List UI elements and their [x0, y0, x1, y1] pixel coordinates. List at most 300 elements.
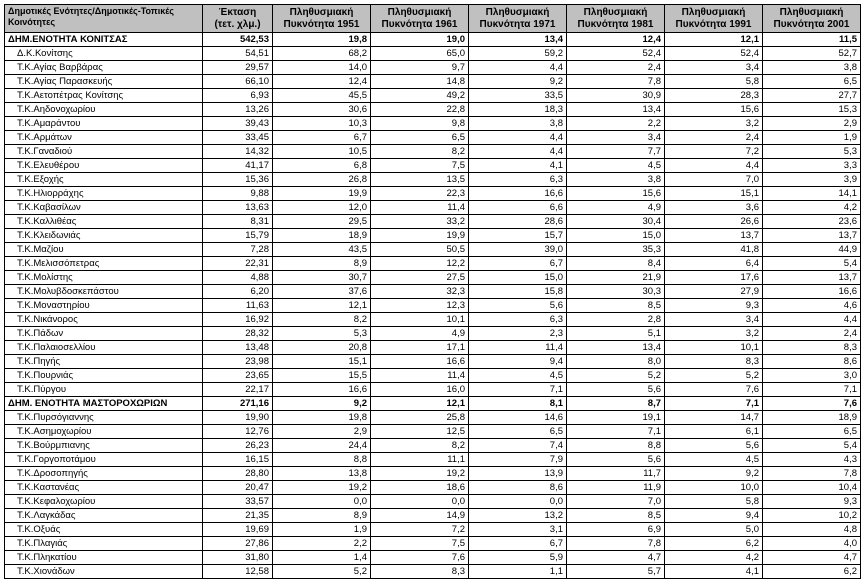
density-1981-cell: 30,3 — [567, 285, 665, 299]
density-2001-cell: 13,7 — [763, 229, 861, 243]
density-1971-cell: 6,3 — [469, 313, 567, 327]
density-2001-cell: 4,6 — [763, 299, 861, 313]
community-name-cell: Τ.Κ.Μελισσόπετρας — [5, 257, 203, 271]
density-1951-cell: 12,1 — [273, 299, 371, 313]
density-1961-cell: 8,3 — [371, 565, 469, 579]
table-row — [5, 75, 861, 89]
density-1981-cell: 12,4 — [567, 33, 665, 47]
density-1961-cell: 16,6 — [371, 355, 469, 369]
density-1991-cell: 27,9 — [665, 285, 763, 299]
density-1981-cell: 19,1 — [567, 411, 665, 425]
density-1961-cell: 27,5 — [371, 271, 469, 285]
density-2001-cell: 3,0 — [763, 369, 861, 383]
community-name-cell: Τ.Κ.Αγίας Βαρβάρας — [5, 61, 203, 75]
density-1991-cell: 7,1 — [665, 397, 763, 411]
density-1981-cell: 13,4 — [567, 341, 665, 355]
community-name-cell: Τ.Κ.Παλαιοσελλίου — [5, 341, 203, 355]
density-2001-cell: 10,2 — [763, 509, 861, 523]
density-1981-cell: 11,9 — [567, 481, 665, 495]
density-1961-cell: 12,5 — [371, 425, 469, 439]
density-1961-cell: 49,2 — [371, 89, 469, 103]
area-cell: 54,51 — [203, 47, 273, 61]
density-1951-cell: 26,8 — [273, 173, 371, 187]
density-1951-cell: 30,6 — [273, 103, 371, 117]
density-2001-cell: 3,9 — [763, 173, 861, 187]
area-cell: 66,10 — [203, 75, 273, 89]
table-row — [5, 201, 861, 215]
table-row — [5, 551, 861, 565]
community-name-cell: Τ.Κ.Γαναδιού — [5, 145, 203, 159]
community-name-cell: Τ.Κ.Οξυάς — [5, 523, 203, 537]
density-1981-cell: 5,2 — [567, 369, 665, 383]
table-row — [5, 369, 861, 383]
community-name-cell: Τ.Κ.Μολίστης — [5, 271, 203, 285]
density-1971-cell: 4,4 — [469, 145, 567, 159]
density-1971-cell: 16,6 — [469, 187, 567, 201]
header-density-1981: Πληθυσμιακή Πυκνότητα 1981 — [567, 5, 665, 33]
density-1991-cell: 28,3 — [665, 89, 763, 103]
density-2001-cell: 5,4 — [763, 257, 861, 271]
density-2001-cell: 52,7 — [763, 47, 861, 61]
table-row — [5, 117, 861, 131]
area-cell: 13,48 — [203, 341, 273, 355]
density-1991-cell: 4,1 — [665, 565, 763, 579]
density-1971-cell: 6,6 — [469, 201, 567, 215]
density-1951-cell: 8,9 — [273, 257, 371, 271]
density-1971-cell: 9,4 — [469, 355, 567, 369]
density-1991-cell: 3,2 — [665, 117, 763, 131]
density-2001-cell: 2,4 — [763, 327, 861, 341]
table-row — [5, 229, 861, 243]
area-cell: 19,69 — [203, 523, 273, 537]
density-2001-cell: 7,6 — [763, 397, 861, 411]
density-1971-cell: 3,1 — [469, 523, 567, 537]
density-1991-cell: 5,8 — [665, 75, 763, 89]
community-name-cell: Τ.Κ.Μολυβδοσκεπάστου — [5, 285, 203, 299]
area-cell: 28,80 — [203, 467, 273, 481]
density-1981-cell: 5,7 — [567, 565, 665, 579]
community-name-cell: Τ.Κ.Καβασίλων — [5, 201, 203, 215]
density-1951-cell: 20,8 — [273, 341, 371, 355]
density-1991-cell: 5,6 — [665, 439, 763, 453]
community-name-cell: Τ.Κ.Ηλιορράχης — [5, 187, 203, 201]
density-2001-cell: 5,4 — [763, 439, 861, 453]
density-1971-cell: 59,2 — [469, 47, 567, 61]
density-1961-cell: 10,1 — [371, 313, 469, 327]
density-1961-cell: 6,5 — [371, 131, 469, 145]
community-name-cell: Τ.Κ.Δροσοπηγής — [5, 467, 203, 481]
table-row — [5, 299, 861, 313]
density-1991-cell: 12,1 — [665, 33, 763, 47]
density-1991-cell: 10,1 — [665, 341, 763, 355]
area-cell: 27,86 — [203, 537, 273, 551]
density-1951-cell: 8,2 — [273, 313, 371, 327]
density-2001-cell: 4,8 — [763, 523, 861, 537]
density-1961-cell: 19,0 — [371, 33, 469, 47]
table-row — [5, 537, 861, 551]
density-1971-cell: 18,3 — [469, 103, 567, 117]
header-density-2001: Πληθυσμιακή Πυκνότητα 2001 — [763, 5, 861, 33]
density-1991-cell: 7,0 — [665, 173, 763, 187]
density-1961-cell: 11,4 — [371, 369, 469, 383]
community-name-cell: Τ.Κ.Πλαγιάς — [5, 537, 203, 551]
density-1971-cell: 15,0 — [469, 271, 567, 285]
density-1981-cell: 2,8 — [567, 313, 665, 327]
density-1971-cell: 4,1 — [469, 159, 567, 173]
density-1971-cell: 15,8 — [469, 285, 567, 299]
community-name-cell: Τ.Κ.Αγίας Παρασκευής — [5, 75, 203, 89]
density-1991-cell: 5,8 — [665, 495, 763, 509]
density-1991-cell: 3,6 — [665, 201, 763, 215]
density-1971-cell: 4,4 — [469, 61, 567, 75]
density-1951-cell: 15,5 — [273, 369, 371, 383]
density-1971-cell: 11,4 — [469, 341, 567, 355]
area-cell: 39,43 — [203, 117, 273, 131]
header-density-1961: Πληθυσμιακή Πυκνότητα 1961 — [371, 5, 469, 33]
municipal-unit-row — [5, 397, 861, 411]
density-1961-cell: 9,8 — [371, 117, 469, 131]
table-row — [5, 187, 861, 201]
community-name-cell: ΔΗΜ.ΕΝΟΤΗΤΑ ΚΟΝΙΤΣΑΣ — [5, 33, 203, 47]
table-row — [5, 61, 861, 75]
density-1961-cell: 0,0 — [371, 495, 469, 509]
density-1991-cell: 9,2 — [665, 467, 763, 481]
density-1961-cell: 14,8 — [371, 75, 469, 89]
density-1961-cell: 25,8 — [371, 411, 469, 425]
density-1951-cell: 13,8 — [273, 467, 371, 481]
area-cell: 31,80 — [203, 551, 273, 565]
density-2001-cell: 8,3 — [763, 341, 861, 355]
density-1991-cell: 3,2 — [665, 327, 763, 341]
density-1981-cell: 35,3 — [567, 243, 665, 257]
density-2001-cell: 23,6 — [763, 215, 861, 229]
density-1991-cell: 15,6 — [665, 103, 763, 117]
area-cell: 6,20 — [203, 285, 273, 299]
density-2001-cell: 27,7 — [763, 89, 861, 103]
density-1981-cell: 7,7 — [567, 145, 665, 159]
density-1961-cell: 8,2 — [371, 439, 469, 453]
density-1991-cell: 3,4 — [665, 61, 763, 75]
area-cell: 13,63 — [203, 201, 273, 215]
density-1981-cell: 15,0 — [567, 229, 665, 243]
density-1971-cell: 15,7 — [469, 229, 567, 243]
table-row — [5, 523, 861, 537]
density-1971-cell: 13,4 — [469, 33, 567, 47]
density-2001-cell: 5,3 — [763, 145, 861, 159]
community-name-cell: Τ.Κ.Πυρσόγιαννης — [5, 411, 203, 425]
density-1971-cell: 9,2 — [469, 75, 567, 89]
community-name-cell: Τ.Κ.Πύργου — [5, 383, 203, 397]
area-cell: 6,93 — [203, 89, 273, 103]
density-1961-cell: 19,2 — [371, 467, 469, 481]
density-1971-cell: 6,7 — [469, 257, 567, 271]
density-1951-cell: 1,9 — [273, 523, 371, 537]
community-name-cell: Τ.Κ.Κλειδωνιάς — [5, 229, 203, 243]
density-1991-cell: 4,5 — [665, 453, 763, 467]
density-1951-cell: 30,7 — [273, 271, 371, 285]
area-cell: 7,28 — [203, 243, 273, 257]
density-1961-cell: 32,3 — [371, 285, 469, 299]
density-1981-cell: 4,5 — [567, 159, 665, 173]
community-name-cell: Τ.Κ.Λαγκάδας — [5, 509, 203, 523]
density-1961-cell: 13,5 — [371, 173, 469, 187]
density-1991-cell: 4,2 — [665, 551, 763, 565]
density-1961-cell: 12,3 — [371, 299, 469, 313]
density-1971-cell: 5,6 — [469, 299, 567, 313]
header-area-names: Δημοτικές Ενότητες/Δημοτικές-Τοπικές Κοινότητες — [5, 5, 203, 33]
density-1961-cell: 22,3 — [371, 187, 469, 201]
density-1991-cell: 13,7 — [665, 229, 763, 243]
density-1951-cell: 15,1 — [273, 355, 371, 369]
density-2001-cell: 18,9 — [763, 411, 861, 425]
density-1981-cell: 2,4 — [567, 61, 665, 75]
density-1971-cell: 4,5 — [469, 369, 567, 383]
community-name-cell: Τ.Κ.Αετοπέτρας Κονίτσης — [5, 89, 203, 103]
density-1991-cell: 4,4 — [665, 159, 763, 173]
density-1961-cell: 19,9 — [371, 229, 469, 243]
community-name-cell: Τ.Κ.Καλλιθέας — [5, 215, 203, 229]
community-name-cell: Τ.Κ.Αμαράντου — [5, 117, 203, 131]
density-2001-cell: 4,4 — [763, 313, 861, 327]
density-table-container — [4, 4, 860, 579]
community-name-cell: Τ.Κ.Μαζίου — [5, 243, 203, 257]
density-2001-cell: 4,3 — [763, 453, 861, 467]
density-1991-cell: 9,3 — [665, 299, 763, 313]
density-1981-cell: 30,9 — [567, 89, 665, 103]
density-1991-cell: 9,4 — [665, 509, 763, 523]
density-1951-cell: 19,9 — [273, 187, 371, 201]
community-name-cell: Τ.Κ.Γοργοποτάμου — [5, 453, 203, 467]
area-cell: 9,88 — [203, 187, 273, 201]
density-1991-cell: 7,6 — [665, 383, 763, 397]
density-1971-cell: 4,4 — [469, 131, 567, 145]
density-2001-cell: 8,6 — [763, 355, 861, 369]
table-row — [5, 327, 861, 341]
density-1981-cell: 13,4 — [567, 103, 665, 117]
density-1971-cell: 33,5 — [469, 89, 567, 103]
density-1961-cell: 9,7 — [371, 61, 469, 75]
area-cell: 26,23 — [203, 439, 273, 453]
density-1951-cell: 19,2 — [273, 481, 371, 495]
density-1951-cell: 16,6 — [273, 383, 371, 397]
density-1961-cell: 12,1 — [371, 397, 469, 411]
table-row — [5, 313, 861, 327]
area-cell: 28,32 — [203, 327, 273, 341]
community-name-cell: Τ.Κ.Πληκατίου — [5, 551, 203, 565]
density-1981-cell: 11,7 — [567, 467, 665, 481]
density-1961-cell: 11,1 — [371, 453, 469, 467]
density-1961-cell: 7,5 — [371, 159, 469, 173]
density-1961-cell: 33,2 — [371, 215, 469, 229]
density-1961-cell: 12,2 — [371, 257, 469, 271]
density-2001-cell: 2,9 — [763, 117, 861, 131]
density-1951-cell: 10,3 — [273, 117, 371, 131]
density-1981-cell: 2,2 — [567, 117, 665, 131]
area-cell: 12,58 — [203, 565, 273, 579]
area-cell: 11,63 — [203, 299, 273, 313]
density-1961-cell: 7,6 — [371, 551, 469, 565]
density-2001-cell: 10,4 — [763, 481, 861, 495]
density-1961-cell: 50,5 — [371, 243, 469, 257]
density-2001-cell: 44,9 — [763, 243, 861, 257]
density-1951-cell: 45,5 — [273, 89, 371, 103]
table-row — [5, 411, 861, 425]
density-1951-cell: 8,9 — [273, 509, 371, 523]
density-1971-cell: 1,1 — [469, 565, 567, 579]
density-2001-cell: 13,7 — [763, 271, 861, 285]
density-2001-cell: 3,8 — [763, 61, 861, 75]
table-row — [5, 355, 861, 369]
density-1981-cell: 3,4 — [567, 131, 665, 145]
density-1981-cell: 5,6 — [567, 453, 665, 467]
density-1991-cell: 8,3 — [665, 355, 763, 369]
density-1961-cell: 8,2 — [371, 145, 469, 159]
density-1951-cell: 29,5 — [273, 215, 371, 229]
area-cell: 33,57 — [203, 495, 273, 509]
table-row — [5, 425, 861, 439]
density-1971-cell: 14,6 — [469, 411, 567, 425]
density-1991-cell: 6,2 — [665, 537, 763, 551]
density-1981-cell: 7,1 — [567, 425, 665, 439]
area-cell: 15,36 — [203, 173, 273, 187]
community-name-cell: Τ.Κ.Πηγής — [5, 355, 203, 369]
density-1961-cell: 17,1 — [371, 341, 469, 355]
density-1951-cell: 10,5 — [273, 145, 371, 159]
area-cell: 4,88 — [203, 271, 273, 285]
density-2001-cell: 4,7 — [763, 551, 861, 565]
density-1981-cell: 7,8 — [567, 537, 665, 551]
density-1961-cell: 16,0 — [371, 383, 469, 397]
density-1951-cell: 1,4 — [273, 551, 371, 565]
area-cell: 21,35 — [203, 509, 273, 523]
density-1951-cell: 5,3 — [273, 327, 371, 341]
density-1981-cell: 8,8 — [567, 439, 665, 453]
density-1951-cell: 12,0 — [273, 201, 371, 215]
density-1981-cell: 30,4 — [567, 215, 665, 229]
table-row — [5, 271, 861, 285]
community-name-cell: Τ.Κ.Καστανέας — [5, 481, 203, 495]
density-2001-cell: 4,2 — [763, 201, 861, 215]
density-1971-cell: 6,3 — [469, 173, 567, 187]
density-1991-cell: 26,6 — [665, 215, 763, 229]
density-2001-cell: 16,6 — [763, 285, 861, 299]
community-name-cell: Τ.Κ.Βούρμπιανης — [5, 439, 203, 453]
density-1951-cell: 2,2 — [273, 537, 371, 551]
community-name-cell: ΔΗΜ. ΕΝΟΤΗΤΑ ΜΑΣΤΟΡΟΧΩΡΙΩΝ — [5, 397, 203, 411]
table-row — [5, 145, 861, 159]
density-1951-cell: 19,8 — [273, 411, 371, 425]
density-1991-cell: 5,0 — [665, 523, 763, 537]
density-2001-cell: 4,0 — [763, 537, 861, 551]
area-cell: 23,65 — [203, 369, 273, 383]
area-cell: 41,17 — [203, 159, 273, 173]
density-1951-cell: 19,8 — [273, 33, 371, 47]
density-1961-cell: 14,9 — [371, 509, 469, 523]
density-2001-cell: 6,5 — [763, 425, 861, 439]
table-row — [5, 159, 861, 173]
density-2001-cell: 1,9 — [763, 131, 861, 145]
table-row — [5, 453, 861, 467]
community-name-cell: Τ.Κ.Ασημοχωρίου — [5, 425, 203, 439]
community-name-cell: Τ.Κ.Νικάνορος — [5, 313, 203, 327]
density-1991-cell: 6,4 — [665, 257, 763, 271]
table-row — [5, 243, 861, 257]
density-1971-cell: 7,4 — [469, 439, 567, 453]
table-row — [5, 481, 861, 495]
density-1981-cell: 21,9 — [567, 271, 665, 285]
density-1971-cell: 39,0 — [469, 243, 567, 257]
population-density-table — [4, 4, 861, 579]
area-cell: 22,17 — [203, 383, 273, 397]
density-1951-cell: 0,0 — [273, 495, 371, 509]
municipal-unit-row — [5, 33, 861, 47]
density-1951-cell: 6,8 — [273, 159, 371, 173]
density-1981-cell: 4,7 — [567, 551, 665, 565]
community-name-cell: Τ.Κ.Ελευθέρου — [5, 159, 203, 173]
community-name-cell: Τ.Κ.Πουρνιάς — [5, 369, 203, 383]
density-1981-cell: 5,1 — [567, 327, 665, 341]
density-2001-cell: 3,3 — [763, 159, 861, 173]
density-2001-cell: 6,2 — [763, 565, 861, 579]
density-1971-cell: 28,6 — [469, 215, 567, 229]
density-1971-cell: 13,2 — [469, 509, 567, 523]
area-cell: 542,53 — [203, 33, 273, 47]
density-1951-cell: 18,9 — [273, 229, 371, 243]
density-2001-cell: 6,5 — [763, 75, 861, 89]
density-1991-cell: 6,1 — [665, 425, 763, 439]
density-1991-cell: 5,2 — [665, 369, 763, 383]
density-1951-cell: 6,7 — [273, 131, 371, 145]
table-row — [5, 383, 861, 397]
density-1971-cell: 0,0 — [469, 495, 567, 509]
density-1981-cell: 3,8 — [567, 173, 665, 187]
density-1961-cell: 11,4 — [371, 201, 469, 215]
community-name-cell: Τ.Κ.Κεφαλοχωρίου — [5, 495, 203, 509]
density-1981-cell: 8,5 — [567, 509, 665, 523]
area-cell: 14,32 — [203, 145, 273, 159]
density-1981-cell: 8,7 — [567, 397, 665, 411]
table-row — [5, 467, 861, 481]
density-1971-cell: 7,9 — [469, 453, 567, 467]
community-name-cell: Τ.Κ.Αηδονοχωρίου — [5, 103, 203, 117]
density-1991-cell: 14,7 — [665, 411, 763, 425]
density-1951-cell: 8,8 — [273, 453, 371, 467]
header-density-1951: Πληθυσμιακή Πυκνότητα 1951 — [273, 5, 371, 33]
density-1991-cell: 52,4 — [665, 47, 763, 61]
table-row — [5, 509, 861, 523]
density-1951-cell: 37,6 — [273, 285, 371, 299]
density-1981-cell: 15,6 — [567, 187, 665, 201]
table-row — [5, 47, 861, 61]
density-1951-cell: 14,0 — [273, 61, 371, 75]
density-1991-cell: 17,6 — [665, 271, 763, 285]
header-density-1991: Πληθυσμιακή Πυκνότητα 1991 — [665, 5, 763, 33]
table-row — [5, 131, 861, 145]
table-row — [5, 89, 861, 103]
density-1951-cell: 43,5 — [273, 243, 371, 257]
density-1991-cell: 15,1 — [665, 187, 763, 201]
table-row — [5, 565, 861, 579]
density-1951-cell: 9,2 — [273, 397, 371, 411]
area-cell: 8,31 — [203, 215, 273, 229]
table-row — [5, 215, 861, 229]
community-name-cell: Τ.Κ.Πάδων — [5, 327, 203, 341]
density-1951-cell: 68,2 — [273, 47, 371, 61]
table-row — [5, 341, 861, 355]
table-row — [5, 173, 861, 187]
community-name-cell: Δ.Κ.Κονίτσης — [5, 47, 203, 61]
density-1961-cell: 65,0 — [371, 47, 469, 61]
